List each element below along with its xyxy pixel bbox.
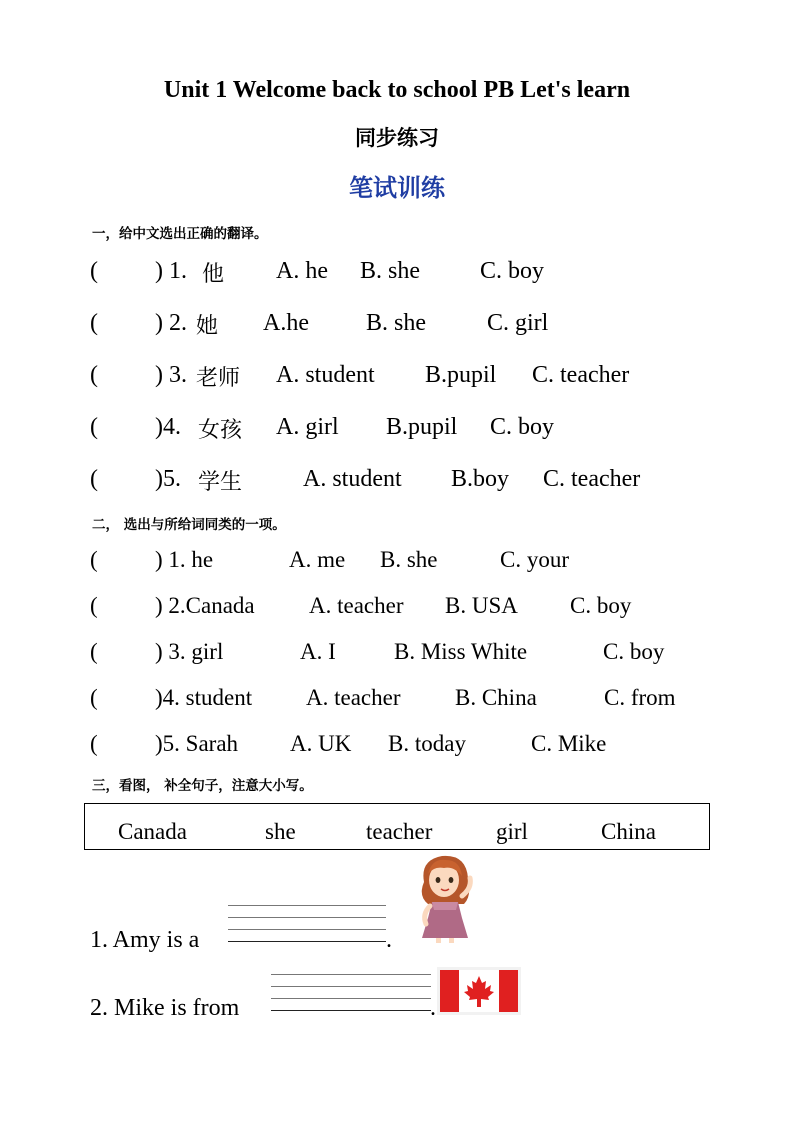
question-number: )4. [155, 414, 181, 440]
question-stem: ) 1. he [155, 547, 214, 572]
girl-icon [410, 852, 480, 944]
question-stem: )5. Sarah [155, 731, 239, 756]
option-a: A. he [276, 258, 328, 284]
option-b: B.pupil [425, 362, 497, 388]
option-a: A. UK [290, 731, 352, 756]
sentence-1-text: 1. Amy is a [90, 927, 200, 953]
question-number: ) 3. [155, 362, 187, 388]
option-b: B. she [360, 258, 420, 284]
sentence-2-text: 2. Mike is from [90, 995, 240, 1021]
option-c: C. girl [487, 310, 549, 336]
chinese-word: 老师 [196, 366, 241, 391]
part1-instruction: 一，给中文选出正确的翻译。 [92, 226, 268, 242]
answer-paren[interactable]: ( [90, 310, 98, 336]
canada-flag-icon [437, 967, 521, 1015]
question-stem: ) 2.Canada [155, 593, 255, 618]
chinese-word: 她 [196, 314, 219, 339]
answer-paren[interactable]: ( [90, 466, 98, 492]
chinese-word: 他 [202, 262, 225, 287]
option-b: B. she [380, 547, 438, 572]
option-c: C. boy [480, 258, 545, 284]
option-b: B. China [455, 685, 537, 710]
option-b: B.boy [451, 466, 510, 492]
question-number: )5. [155, 466, 181, 492]
answer-paren[interactable]: ( [90, 639, 98, 664]
sentence-1-period: . [386, 927, 392, 953]
section-heading: 笔试训练 [349, 174, 445, 202]
answer-paren[interactable]: ( [90, 593, 98, 618]
option-c: C. from [604, 685, 676, 710]
option-a: A.he [263, 310, 309, 336]
option-c: C. teacher [532, 362, 630, 388]
part2-instruction: 二， 选出与所给词同类的一项。 [92, 517, 286, 533]
answer-paren[interactable]: ( [90, 547, 98, 572]
question-stem: )4. student [155, 685, 253, 710]
option-a: A. student [303, 466, 402, 492]
option-b: B.pupil [386, 414, 458, 440]
word-bank-item: Canada [118, 819, 187, 844]
chinese-word: 女孩 [198, 418, 243, 443]
option-c: C. teacher [543, 466, 641, 492]
option-c: C. boy [570, 593, 632, 618]
page-title: Unit 1 Welcome back to school PB Let's learn [163, 77, 631, 103]
option-a: A. teacher [306, 685, 401, 710]
option-b: B. Miss White [394, 639, 528, 664]
answer-paren[interactable]: ( [90, 362, 98, 388]
option-c: C. Mike [531, 731, 607, 756]
option-b: B. today [388, 731, 466, 756]
sentence-2-period: . [430, 995, 436, 1021]
answer-paren[interactable]: ( [90, 414, 98, 440]
question-number: ) 2. [155, 310, 187, 336]
option-c: C. your [500, 547, 569, 572]
answer-paren[interactable]: ( [90, 731, 98, 756]
answer-paren[interactable]: ( [90, 685, 98, 710]
page-subtitle: 同步练习 [355, 126, 439, 150]
option-a: A. teacher [309, 593, 404, 618]
word-bank-item: teacher [366, 819, 433, 844]
option-c: C. boy [490, 414, 555, 440]
word-bank-item: girl [496, 819, 528, 844]
option-a: A. student [276, 362, 375, 388]
word-bank-item: China [601, 819, 656, 844]
chinese-word: 学生 [198, 470, 243, 495]
option-b: B. USA [445, 593, 518, 618]
answer-paren[interactable]: ( [90, 258, 98, 284]
question-number: ) 1. [155, 258, 187, 284]
word-bank-item: she [265, 819, 296, 844]
option-c: C. boy [603, 639, 665, 664]
option-a: A. me [289, 547, 346, 572]
option-a: A. girl [276, 414, 339, 440]
part3-instruction: 三，看图， 补全句子，注意大小写。 [92, 778, 313, 794]
option-b: B. she [366, 310, 426, 336]
question-stem: ) 3. girl [155, 639, 224, 664]
option-a: A. I [300, 639, 336, 664]
